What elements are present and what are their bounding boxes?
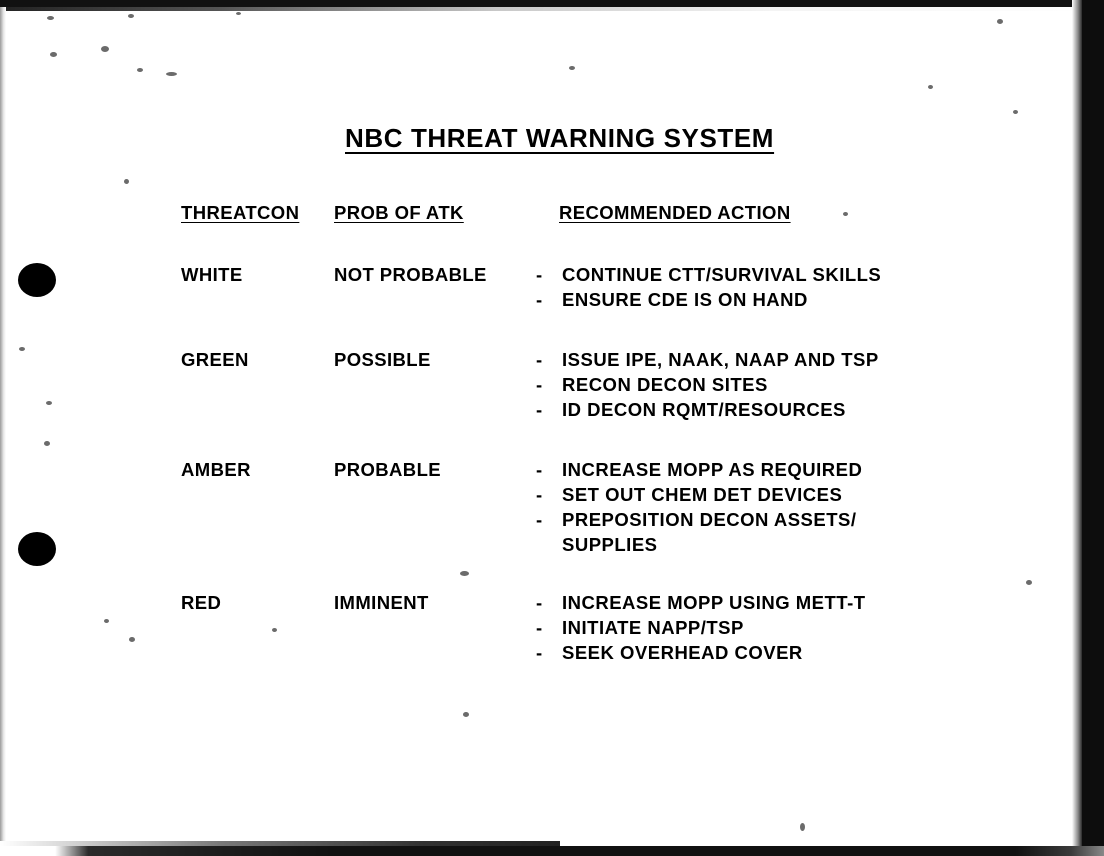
- action-text: SEEK OVERHEAD COVER: [562, 642, 803, 663]
- action-text: INITIATE NAPP/TSP: [562, 617, 744, 638]
- action-item: [536, 262, 881, 287]
- cell-actions: [536, 590, 866, 665]
- action-item: [536, 640, 866, 665]
- action-item: [536, 507, 862, 532]
- action-item: [536, 372, 879, 397]
- table-header-row: [181, 202, 1001, 236]
- action-text: ENSURE CDE IS ON HAND: [562, 289, 808, 310]
- action-text: CONTINUE CTT/SURVIVAL SKILLS: [562, 264, 882, 285]
- action-text: ID DECON RQMT/RESOURCES: [562, 399, 846, 420]
- bullet-dash: -: [536, 374, 543, 395]
- cell-probability: PROBABLE: [334, 459, 442, 480]
- action-text: INCREASE MOPP USING METT-T: [562, 592, 866, 613]
- table-row: [181, 457, 1001, 590]
- action-item: [536, 397, 879, 422]
- action-item: [536, 287, 881, 312]
- cell-actions: [536, 347, 879, 422]
- action-text: RECON DECON SITES: [562, 374, 768, 395]
- cell-probability: NOT PROBABLE: [334, 264, 487, 285]
- action-item: [536, 615, 866, 640]
- bullet-dash: -: [536, 484, 543, 505]
- column-header-threatcon: THREATCON: [181, 202, 300, 223]
- bullet-dash: -: [536, 349, 543, 370]
- table-row: [181, 262, 1001, 347]
- cell-actions: [536, 457, 862, 557]
- page-title: NBC THREAT WARNING SYSTEM: [345, 123, 775, 153]
- cell-threatcon: GREEN: [181, 349, 249, 370]
- threat-warning-table: [181, 202, 1001, 700]
- cell-probability: POSSIBLE: [334, 349, 431, 370]
- cell-threatcon: WHITE: [181, 264, 243, 285]
- bullet-dash: -: [536, 509, 543, 530]
- cell-actions: [536, 262, 881, 312]
- action-item: [536, 347, 879, 372]
- bullet-dash: -: [536, 592, 543, 613]
- action-item: [536, 590, 866, 615]
- action-item: [536, 482, 862, 507]
- table-row: [181, 347, 1001, 457]
- bullet-dash: -: [536, 399, 543, 420]
- scan-edge-right-fade: [1072, 0, 1082, 856]
- cell-threatcon: RED: [181, 592, 222, 613]
- scan-edge-right: [1082, 0, 1104, 856]
- bullet-dash: -: [536, 459, 543, 480]
- action-text: INCREASE MOPP AS REQUIRED: [562, 459, 863, 480]
- action-item: [536, 457, 862, 482]
- cell-probability: IMMINENT: [334, 592, 429, 613]
- action-text: SUPPLIES: [562, 534, 658, 555]
- column-header-probability: PROB OF ATK: [334, 202, 464, 223]
- bullet-dash: -: [536, 289, 543, 310]
- bullet-dash: -: [536, 642, 543, 663]
- cell-threatcon: AMBER: [181, 459, 251, 480]
- action-text: SET OUT CHEM DET DEVICES: [562, 484, 843, 505]
- bullet-dash: -: [536, 617, 543, 638]
- bullet-dash: -: [536, 264, 543, 285]
- column-header-action: RECOMMENDED ACTION: [559, 202, 791, 223]
- action-text: PREPOSITION DECON ASSETS/: [562, 509, 857, 530]
- table-row: [181, 590, 1001, 700]
- action-text: ISSUE IPE, NAAK, NAAP AND TSP: [562, 349, 879, 370]
- action-item-continuation: [536, 532, 862, 557]
